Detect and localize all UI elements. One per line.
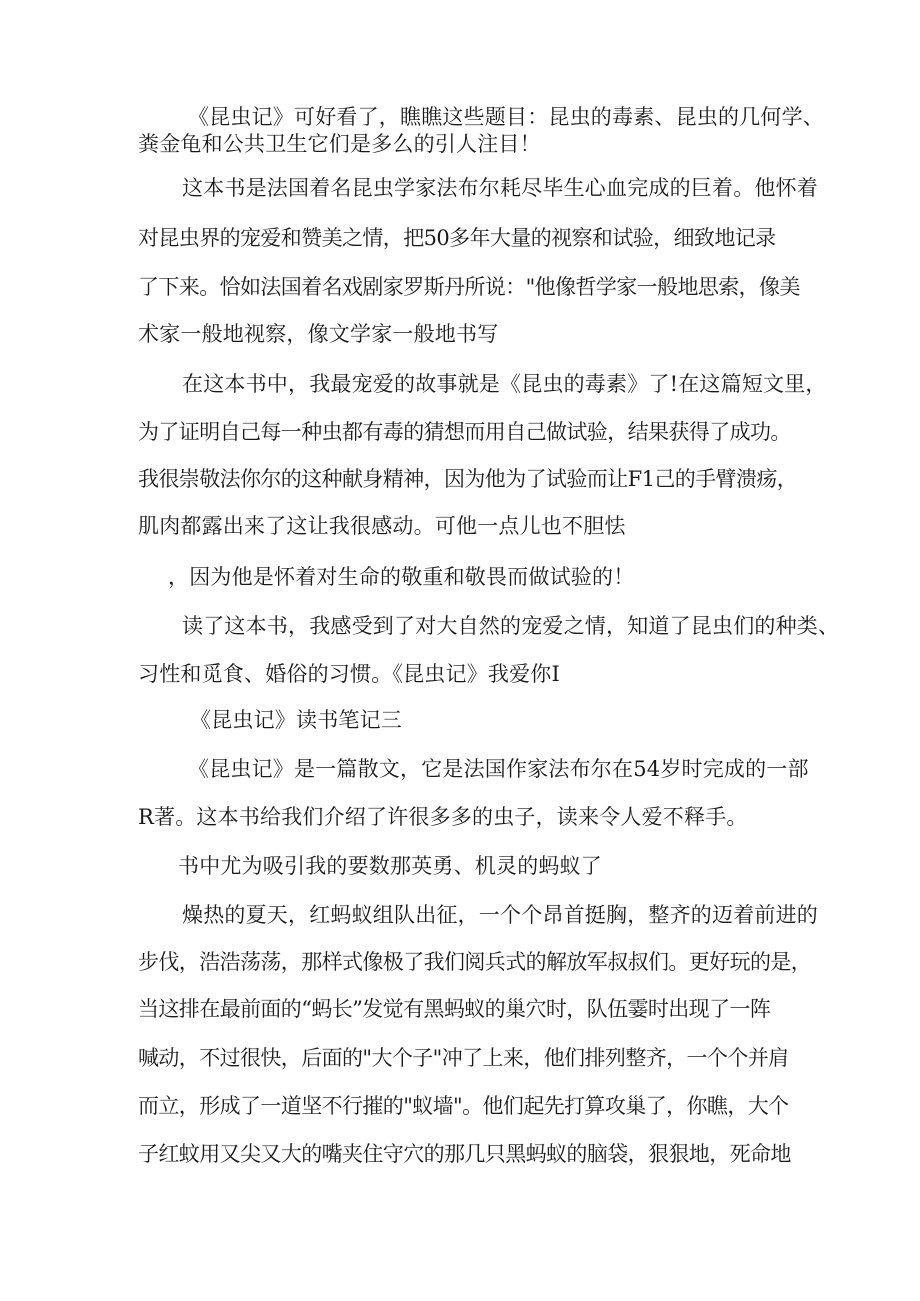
paragraph-7-line-1: 书中尤为吸引我的要数那英勇、机灵的蚂蚁了: [178, 854, 602, 878]
paragraph-5-line-2: 习性和觅食、婚俗的习惯。《昆虫记》我爱你I: [138, 662, 560, 686]
paragraph-1-line-2: 粪金龟和公共卫生它们是多么的引人注目！: [138, 132, 541, 156]
paragraph-8-line-2: 步伐，浩浩荡荡，那样式像极了我们阅兵式的解放军叔叔们。更好玩的是，: [138, 950, 812, 974]
section-heading: 《昆虫记》读书笔记三: [190, 708, 402, 732]
paragraph-5-line-1: 读了这本书，我感受到了对大自然的宠爱之情，知道了昆虫们的种类、: [182, 614, 840, 638]
paragraph-8-line-5: 而立，形成了一道坚不行摧的"蚁墙"。他们起先打算攻巢了，你瞧，大个: [138, 1094, 789, 1118]
paragraph-3-line-4: 肌肉都露出来了这让我很感动。可他一点儿也不胆怯: [138, 514, 626, 538]
paragraph-3-line-1: 在这本书中，我最宠爱的故事就是《昆虫的毒素》了!在这篇短文里，: [182, 372, 827, 396]
paragraph-2-line-1: 这本书是法国着名昆虫学家法布尔耗尽毕生心血完成的巨着。他怀着: [182, 176, 818, 200]
paragraph-2-line-4: 术家一般地视察，像文学家一般地书写: [138, 322, 499, 346]
paragraph-1-line-1: 《昆虫记》可好看了，瞧瞧这些题目：昆虫的毒素、昆虫的几何学、: [188, 105, 824, 129]
paragraph-8-line-3: 当这排在最前面的“蚂长”发觉有黑蚂蚁的巢穴时，队伍霎时出现了一阵: [138, 997, 771, 1021]
paragraph-3-line-2: 为了证明自己每一种虫都有毒的猜想而用自己做试验，结果获得了成功。: [138, 420, 791, 444]
paragraph-6-line-1: 《昆虫记》是一篇散文，它是法国作家法布尔在54岁时完成的一部: [188, 757, 809, 781]
paragraph-2-line-2: 对昆虫界的宠爱和赞美之情，把50多年大量的视察和试验，细致地记录: [138, 226, 776, 250]
paragraph-8-line-1: 燥热的夏天，红蚂蚁组队出征，一个个昂首挺胸，整齐的迈着前进的: [182, 903, 818, 927]
paragraph-8-line-4: 喊动，不过很快，后面的"大个子"冲了上来，他们排列整齐，一个个并肩: [138, 1046, 789, 1070]
paragraph-2-line-3: 了下来。恰如法国着名戏剧家罗斯丹所说："他像哲学家一般地思索，像美: [138, 275, 800, 299]
paragraph-8-line-6: 子红蚊用又尖又大的嘴夹住守穴的那几只黑蚂蚁的脑袋，狠狠地，死命地: [138, 1142, 791, 1166]
paragraph-3-line-3: 我很崇敬法你尔的这种献身精神，因为他为了试验而让F1己的手臂溃疡，: [138, 467, 798, 491]
paragraph-6-line-2: R著。这本书给我们介绍了许很多多的虫子，读来令人爱不释手。: [138, 805, 748, 829]
paragraph-4-line-1: ，因为他是怀着对生命的敬重和敬畏而做试验的！: [168, 565, 635, 589]
